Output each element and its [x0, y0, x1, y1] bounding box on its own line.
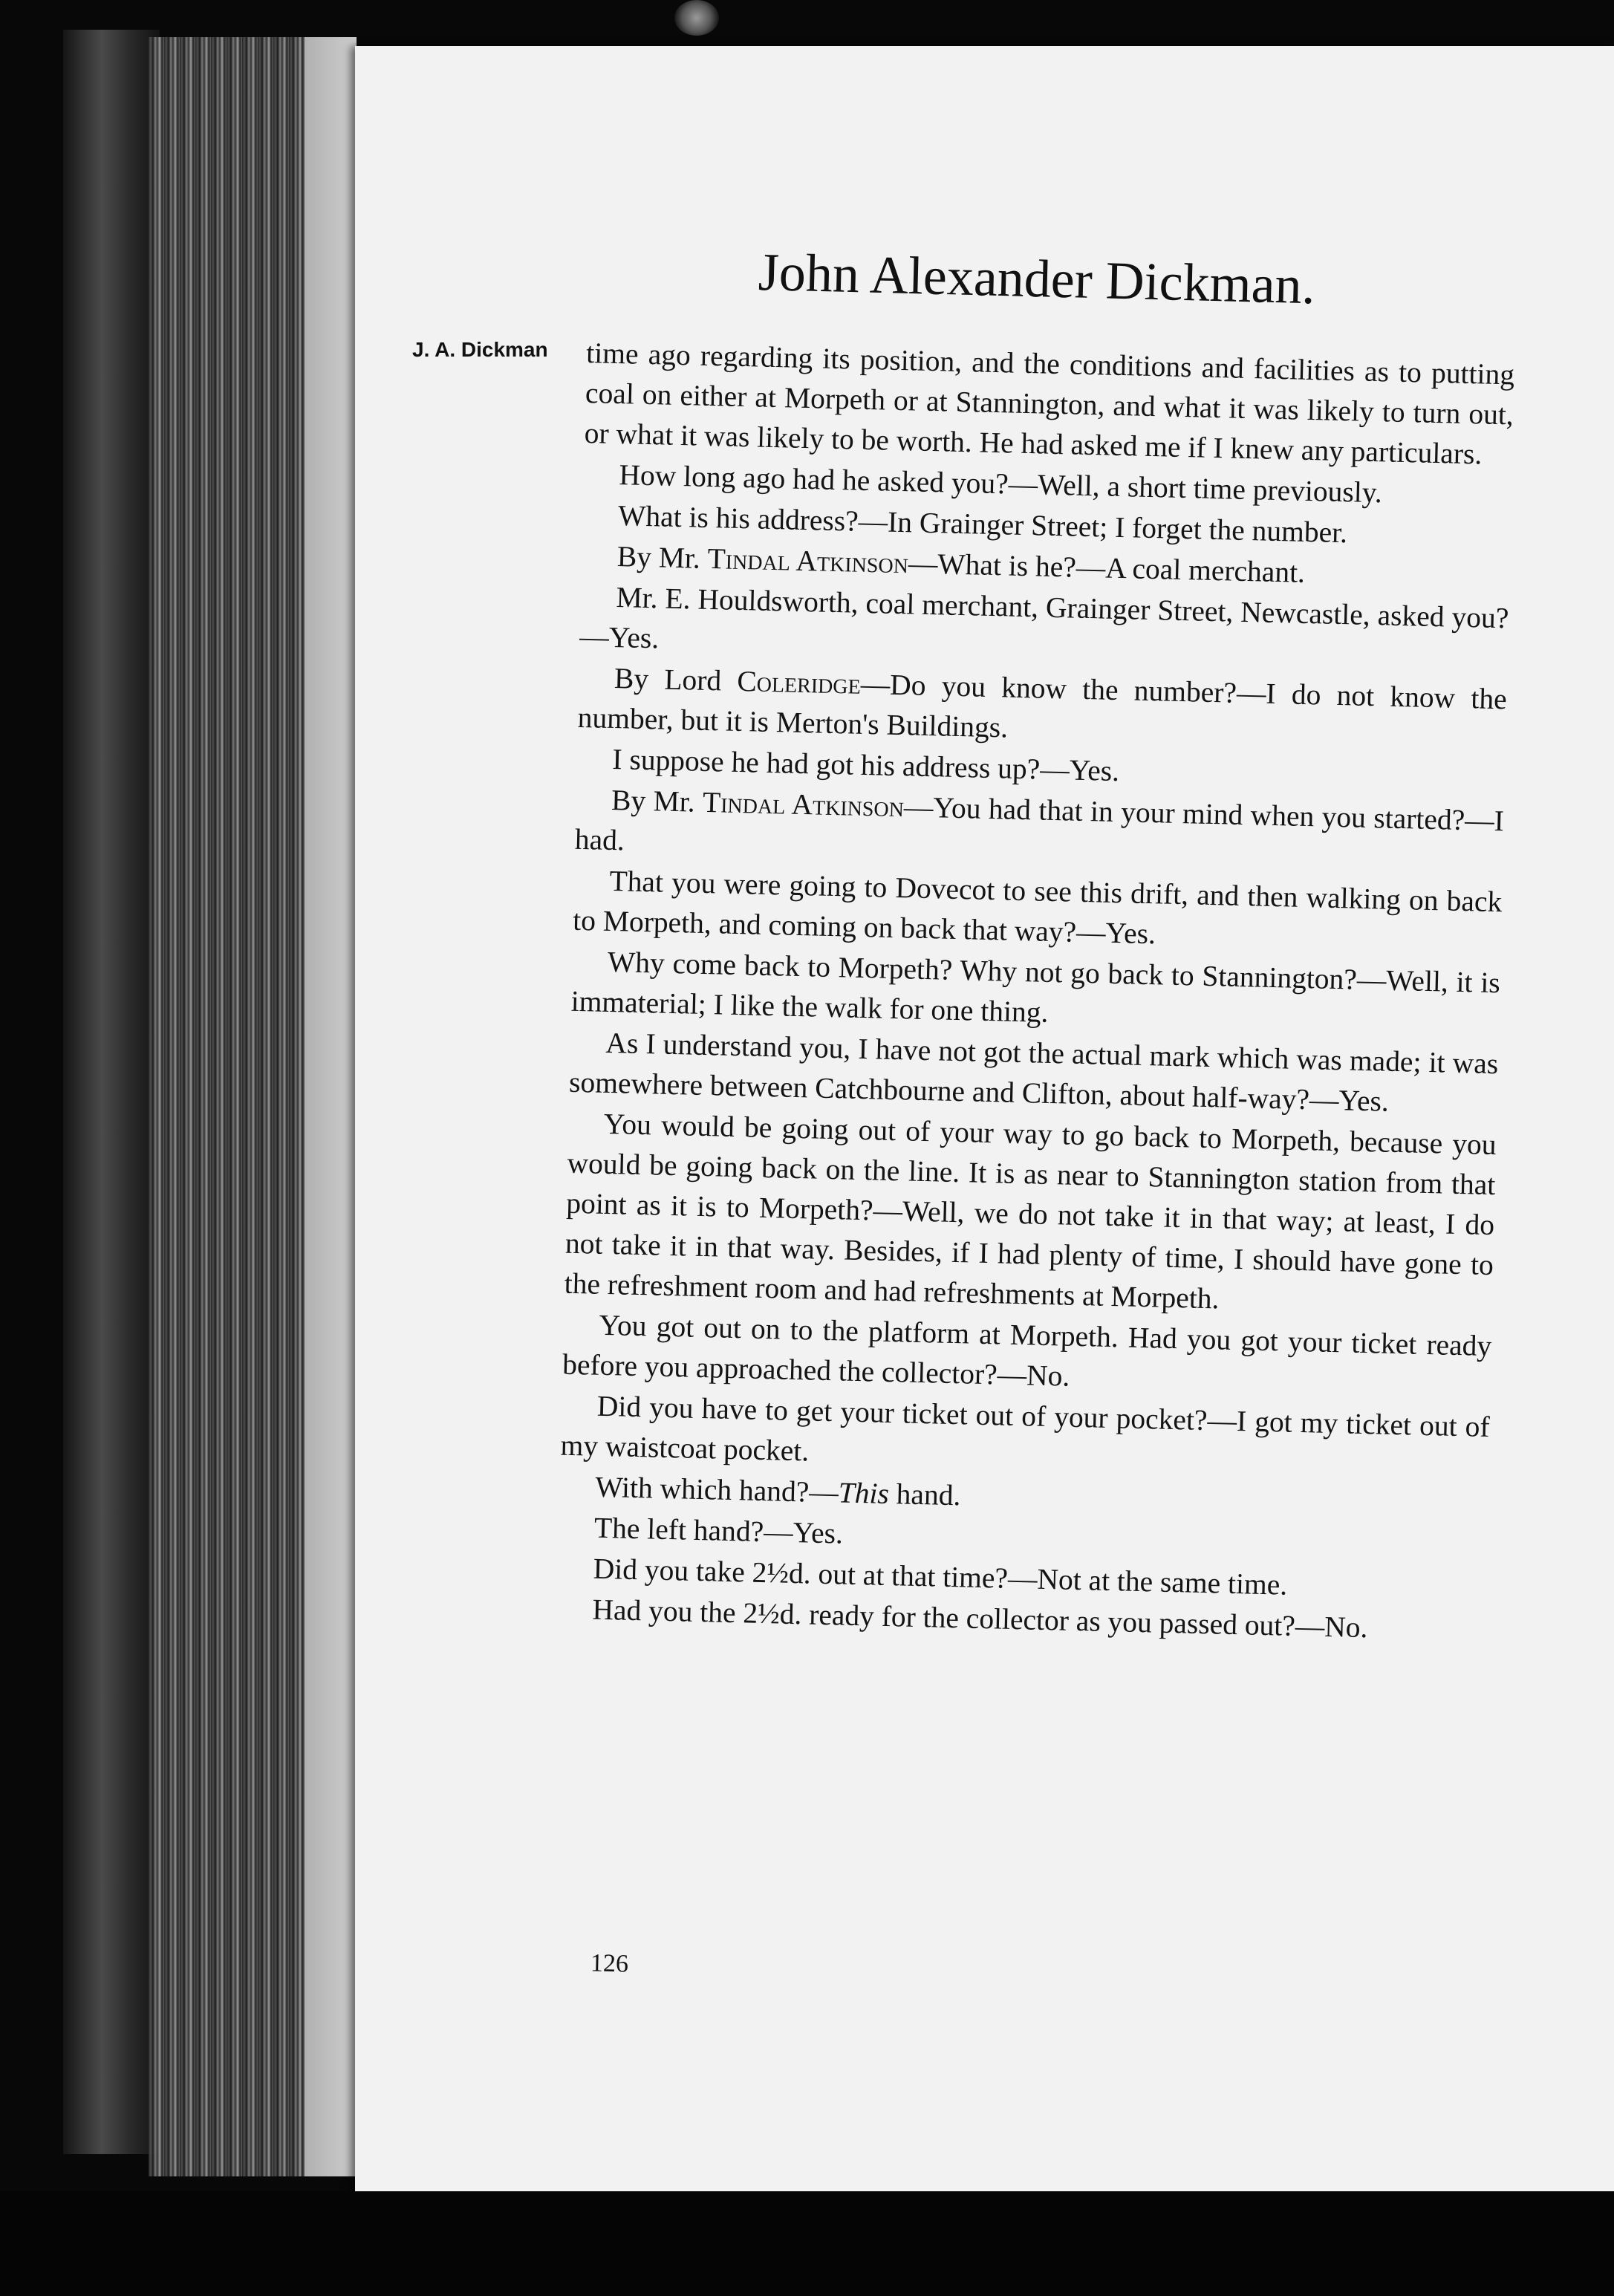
speaker-name: Tindal Atkinson: [707, 542, 909, 580]
paragraph-prefix: By Mr.: [616, 540, 709, 575]
paragraph: Mr. E. Houldsworth, coal merchant, Grainger Street, Newcastle, asked you?—Yes.: [579, 581, 1509, 655]
paragraph: As I understand you, I have not got the actual mark which was made; it was somewhere between Catchbourne and Clifton, about half-way?—Yes.: [568, 1026, 1499, 1118]
running-head: John Alexander Dickman.: [758, 241, 1316, 316]
paragraph: Why come back to Morpeth? Why not go back to Stannington?—Well, it is immaterial; I like the walk for one thing.: [570, 945, 1501, 1029]
paragraph-rest: hand.: [888, 1477, 961, 1512]
speaker-name: Coleridge: [736, 664, 862, 700]
paragraph: How long ago had he asked you?—Well, a short time previously.: [618, 458, 1383, 510]
paragraph: The left hand?—Yes.: [593, 1511, 844, 1550]
paragraph: time ago regarding its position, and the conditions and facilities as to putting coal on either at Morpeth or at Stannington, and what it was likely to turn out, or what it was likely to be worth. He had asked me if I knew any particulars.: [584, 336, 1515, 471]
paragraph: You would be going out of your way to go back to Morpeth, because you would be going back on the line. It is as near to Stannington station from that point as it is to Morpeth?—Well, we do not take it in that way; at least, I do not take it in that way. Besides, if I had plenty of time, I should have gone to the refreshment room and had refreshments at Morpeth.: [564, 1107, 1497, 1316]
book-spine: [63, 30, 160, 2154]
speaker-name: Tindal Atkinson: [702, 785, 905, 824]
text-body: [556, 333, 1515, 1651]
page-number: 126: [590, 1949, 629, 1978]
background-shadow: [0, 2191, 1614, 2296]
paragraph: Had you the 2½d. ready for the collector as you passed out?—No.: [591, 1593, 1369, 1645]
binding-mark: [674, 0, 719, 36]
paragraph-prefix: By Lord: [614, 662, 738, 697]
paragraph: You got out on to the platform at Morpeth. Had you got your ticket ready before you approached the collector?—No.: [562, 1308, 1492, 1393]
paragraph: What is his address?—In Grainger Street; I forget the number.: [617, 499, 1348, 550]
paragraph: Did you have to get your ticket out of your pocket?—I got my ticket out of my waistcoat pocket.: [560, 1389, 1491, 1468]
paragraph-rest: —Do you know the number?—I do not know the number, but it is Merton's Buildings.: [577, 667, 1508, 744]
paragraph-prefix: By Mr.: [611, 783, 703, 819]
paragraph-rest: —What is he?—A coal merchant.: [908, 547, 1306, 589]
margin-note: J. A. Dickman: [412, 338, 548, 361]
italic-word: This: [838, 1476, 890, 1511]
paragraph-rest: —You had that in your mind when you started?—I had.: [574, 790, 1505, 857]
paragraph-prefix: With which hand?—: [594, 1470, 839, 1509]
paragraph: Did you take 2½d. out at that time?—Not at the same time.: [593, 1552, 1288, 1601]
page-edges: [149, 37, 357, 2176]
paragraph: That you were going to Dovecot to see this drift, and then walking on back to Morpeth, and coming on back that way?—Yes.: [572, 864, 1503, 951]
paragraph: I suppose he had got his address up?—Yes.: [611, 742, 1120, 788]
